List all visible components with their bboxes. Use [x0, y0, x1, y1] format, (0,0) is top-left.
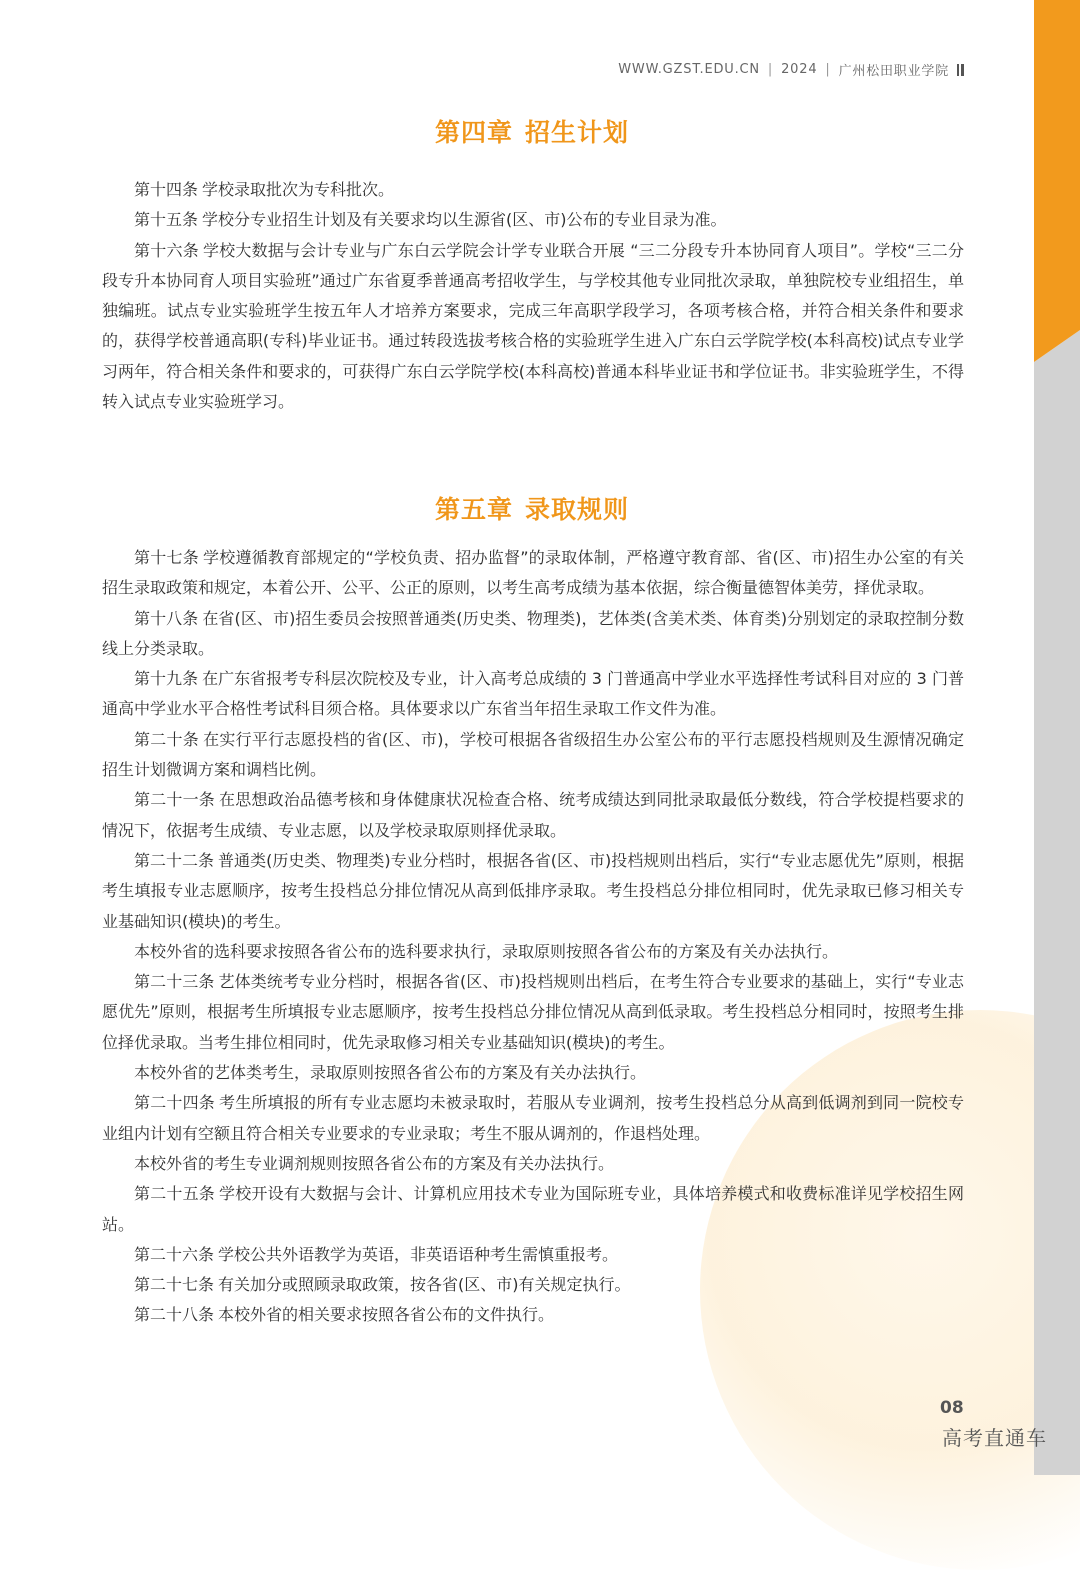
article-label: 第二十四条	[134, 1093, 215, 1113]
header-site: WWW.GZST.EDU.CN	[618, 62, 760, 77]
article	[102, 937, 964, 967]
article-label: 第十九条	[134, 669, 199, 689]
article-label: 第十四条	[134, 180, 199, 199]
article	[102, 1058, 964, 1088]
chapter-4-heading	[0, 113, 1064, 149]
article-text: 在省(区、市)招生委员会按照普通类(历史类、物理类)，艺体类(含美术类、体育类)分别划定的录取控制分数线上分类录取。	[102, 608, 964, 658]
chapter-number: 第四章	[434, 118, 513, 147]
header-bars-icon	[957, 64, 964, 76]
article	[102, 175, 964, 205]
article-label: 第十六条	[134, 240, 199, 260]
chapter-title: 招生计划	[525, 118, 630, 147]
page-number: 08	[940, 1398, 964, 1418]
right-orange-band	[1034, 0, 1080, 362]
article	[102, 543, 964, 604]
article-text: 考生所填报的所有专业志愿均未被录取时，若服从专业调剂，按考生投档总分从高到低调剂到同一院校专业组内计划有空额且符合相关专业要求的专业录取；考生不服从调剂的，作退档处理。	[102, 1093, 964, 1143]
header-separator: |	[825, 62, 831, 77]
article-text: 学校开设有大数据与会计、计算机应用技术专业为国际班专业，具体培养模式和收费标准详见学校招生网站。	[102, 1184, 964, 1234]
chapter-5-heading	[0, 490, 1064, 526]
article	[102, 1270, 964, 1300]
article-label: 第二十三条	[134, 972, 215, 992]
article-label: 第十七条	[134, 548, 199, 567]
article-label: 第二十五条	[134, 1184, 215, 1204]
article	[102, 664, 964, 725]
header-separator: |	[767, 62, 774, 77]
article	[102, 1240, 964, 1270]
article	[102, 236, 964, 418]
page-header	[618, 60, 964, 79]
article-text: 本校外省的选科要求按照各省公布的选科要求执行，录取原则按照各省公布的方案及有关办法执行。	[134, 941, 839, 961]
article-label: 第十五条	[134, 210, 199, 230]
article-label: 第二十七条	[134, 1275, 215, 1295]
chapter-title: 录取规则	[525, 495, 630, 524]
header-year: 2024	[781, 62, 818, 77]
article	[102, 967, 964, 1058]
article-text: 普通类(历史类、物理类)专业分档时，根据各省(区、市)投档规则出档后，实行“专业志愿优先”原则，根据考生填报专业志愿顺序，按考生投档总分排位情况从高到低排序录取。考生投档总分排位相同时，优先录取已修习相关专业基础知识(模块)的考生。	[102, 850, 964, 931]
article-text: 本校外省的考生专业调剂规则按照各省公布的方案及有关办法执行。	[134, 1153, 615, 1173]
article-label: 第十八条	[134, 608, 199, 628]
article-text: 学校公共外语教学为英语，非英语语种考生需慎重报考。	[218, 1244, 619, 1264]
header-school: 广州松田职业学院	[838, 64, 949, 79]
article	[102, 1179, 964, 1240]
article-text: 学校录取批次为专科批次。	[202, 180, 395, 199]
article-label: 第二十条	[134, 729, 200, 749]
article	[102, 604, 964, 665]
article-text: 在思想政治品德考核和身体健康状况检查合格、统考成绩达到同批录取最低分数线，符合学校提档要求的情况下，依据考生成绩、专业志愿，以及学校录取原则择优录取。	[102, 790, 964, 840]
article-label: 第二十二条	[134, 850, 215, 870]
article-text: 本校外省的艺体类考生，录取原则按照各省公布的方案及有关办法执行。	[134, 1063, 647, 1083]
article-text: 在广东省报考专科层次院校及专业，计入高考总成绩的 3 门普通高中学业水平选择性考试科目对应的 3 门普通高中学业水平合格性考试科目须合格。具体要求以广东省当年招生录取工作文件为准。	[102, 669, 964, 719]
article	[102, 1088, 964, 1149]
article-text: 学校大数据与会计专业与广东白云学院会计学专业联合开展 “三二分段专升本协同育人项目”。学校“三二分段专升本协同育人项目实验班”通过广东省夏季普通高考招收学生，与学校其他专业同批次录取，单独院校专业组招生，单独编班。试点专业实验班学生按五年人才培养方案要求，完成三年高职学段学习，各项考核合格，并符合相关条件和要求的，获得学校普通高职(专科)毕业证书。通过转段选拔考核合格的实验班学生进入广东白云学院学校(本科高校)试点专业学习两年，符合相关条件和要求的，可获得广东白云学院学校(本科高校)普通本科毕业证书和学位证书。非实验班学生，不得转入试点专业实验班学习。	[102, 240, 964, 412]
article-text: 有关加分或照顾录取政策，按各省(区、市)有关规定执行。	[218, 1275, 631, 1295]
article	[102, 846, 964, 937]
article	[102, 1149, 964, 1179]
chapter-4-content	[102, 175, 964, 417]
article	[102, 1300, 964, 1330]
article-text: 本校外省的相关要求按照各省公布的文件执行。	[218, 1305, 555, 1325]
watermark-text: 高考直通车	[942, 1426, 1047, 1450]
article	[102, 205, 964, 235]
article-text: 在实行平行志愿投档的省(区、市)，学校可根据各省级招生办公室公布的平行志愿投档规则及生源情况确定招生计划微调方案和调档比例。	[102, 729, 964, 780]
article-text: 艺体类统考专业分档时，根据各省(区、市)投档规则出档后，在考生符合专业要求的基础上，实行“专业志愿优先”原则，根据考生所填报专业志愿顺序，按考生投档总分排位情况从高到低录取。考生投档总分相同时，按照考生排位择优录取。当考生排位相同时，优先录取修习相关专业基础知识(模块)的考生。	[102, 972, 964, 1052]
chapter-5-content	[102, 543, 964, 1331]
article-label: 第二十八条	[134, 1305, 215, 1325]
article	[102, 785, 964, 846]
article	[102, 725, 964, 786]
article-text: 学校遵循教育部规定的“学校负责、招办监督”的录取体制，严格遵守教育部、省(区、市)招生办公室的有关招生录取政策和规定，本着公开、公平、公正的原则，以考生高考成绩为基本依据，综合衡量德智体美劳，择优录取。	[102, 548, 964, 598]
article-label: 第二十六条	[134, 1244, 215, 1264]
article-label: 第二十一条	[134, 790, 215, 810]
article-text: 学校分专业招生计划及有关要求均以生源省(区、市)公布的专业目录为准。	[202, 210, 727, 230]
chapter-number: 第五章	[434, 495, 513, 524]
